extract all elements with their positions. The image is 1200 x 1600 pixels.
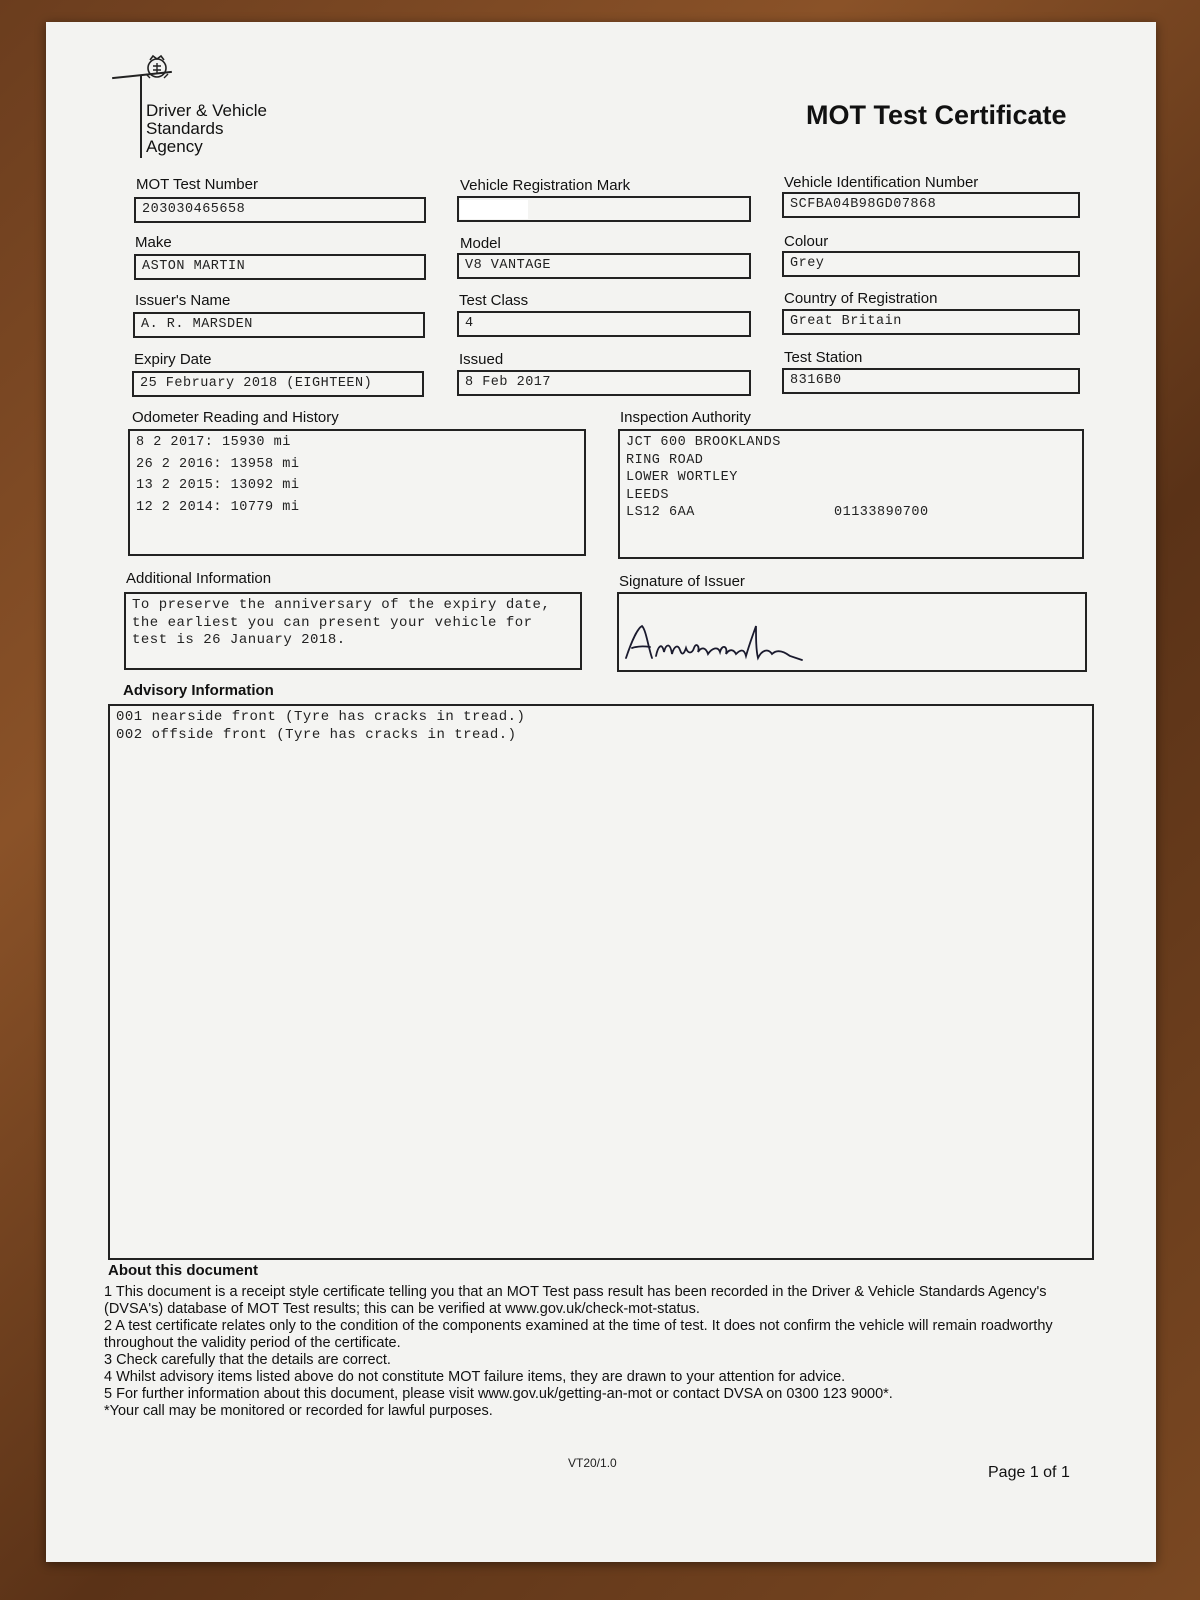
additional-info-label: Additional Information [126,570,272,587]
registration-mark-label: Vehicle Registration Mark [460,177,631,194]
about-heading: About this document [108,1262,258,1279]
additional-info-line: the earliest you can present your vehicle for [132,614,533,631]
issued-label: Issued [459,351,504,368]
odometer-entry: 26 2 2016: 13958 mi [136,456,300,472]
mot-test-number-field: 203030465658 [134,197,426,223]
vin-label: Vehicle Identification Number [784,174,979,191]
page-number: Page 1 of 1 [988,1464,1070,1481]
colour-field: Grey [782,251,1080,277]
about-item: 1 This document is a receipt style certificate telling you that an MOT Test pass result has been recorded in the Driver & Vehicle Standards Agency's (DVSA's) database of MOT Test results; this can be verified at www.gov.uk/check-mot-status. [104,1284,1047,1317]
inspection-authority-box [618,429,1084,559]
mot-test-number-label: MOT Test Number [136,176,258,193]
authority-phone: 01133890700 [834,505,929,520]
additional-info-line: To preserve the anniversary of the expiry date, [132,597,551,613]
odometer-entry: 8 2 2017: 15930 mi [136,435,291,450]
advisory-item: 001 nearside front (Tyre has cracks in tread.) [116,709,526,725]
authority-address-line: RING ROAD [626,452,704,468]
make-label: Make [135,234,172,251]
about-list [104,1284,1094,1420]
authority-address-line: LOWER WORTLEY [626,470,738,485]
advisory-box [108,704,1094,1260]
test-class-label: Test Class [459,292,529,309]
authority-address-line: JCT 600 BROOKLANDS [626,435,781,450]
issuers-name-field: A. R. MARSDEN [133,312,425,338]
odometer-entry: 13 2 2015: 13092 mi [136,478,300,493]
test-station-label: Test Station [784,349,863,366]
about-item: 4 Whilst advisory items listed above do not constitute MOT failure items, they are drawn to your attention for advice. [104,1369,846,1385]
inspection-authority-label: Inspection Authority [620,409,751,426]
advisory-label: Advisory Information [123,682,274,699]
advisory-item: 002 offside front (Tyre has cracks in tread.) [116,726,517,743]
royal-crest-icon [142,52,172,82]
make-field: ASTON MARTIN [134,254,426,280]
odometer-entry: 12 2 2014: 10779 mi [136,499,300,515]
vin-field: SCFBA04B98GD07868 [782,192,1080,218]
odometer-label: Odometer Reading and History [132,409,339,426]
expiry-date-label: Expiry Date [134,351,212,368]
form-reference: VT20/1.0 [568,1456,617,1470]
authority-address-line: LEEDS [626,487,670,503]
authority-postcode-row [626,504,1076,522]
colour-label: Colour [784,233,829,250]
agency-name: Driver & Vehicle Standards Agency [146,101,267,156]
about-item: 5 For further information about this document, please visit www.gov.uk/getting-an-mot or contact DVSA on 0300 123 9000*. [104,1386,893,1402]
test-class-field: 4 [457,311,751,337]
issuers-name-label: Issuer's Name [135,292,231,309]
issued-field: 8 Feb 2017 [457,370,751,396]
redaction-block [460,200,528,219]
country-label: Country of Registration [784,290,938,307]
additional-info-box [124,592,582,670]
dvsa-logo [92,52,292,162]
about-item: 3 Check carefully that the details are correct. [104,1352,391,1368]
page-title: MOT Test Certificate [806,100,1067,130]
test-station-field: 8316B0 [782,368,1080,394]
authority-postcode: LS12 6AA [626,505,695,520]
expiry-date-field: 25 February 2018 (EIGHTEEN) [132,371,424,397]
issuer-signature [622,620,822,670]
about-item: 2 A test certificate relates only to the condition of the components examined at the time of test. It does not confirm the vehicle will remain roadworthy throughout the validity period of the certificate. [104,1318,1053,1351]
signature-label: Signature of Issuer [619,573,745,590]
additional-info-line: test is 26 January 2018. [132,632,346,648]
about-footnote: *Your call may be monitored or recorded for lawful purposes. [104,1403,493,1419]
model-label: Model [460,235,501,252]
country-field: Great Britain [782,309,1080,335]
model-field: V8 VANTAGE [457,253,751,279]
odometer-history-box [128,429,586,556]
